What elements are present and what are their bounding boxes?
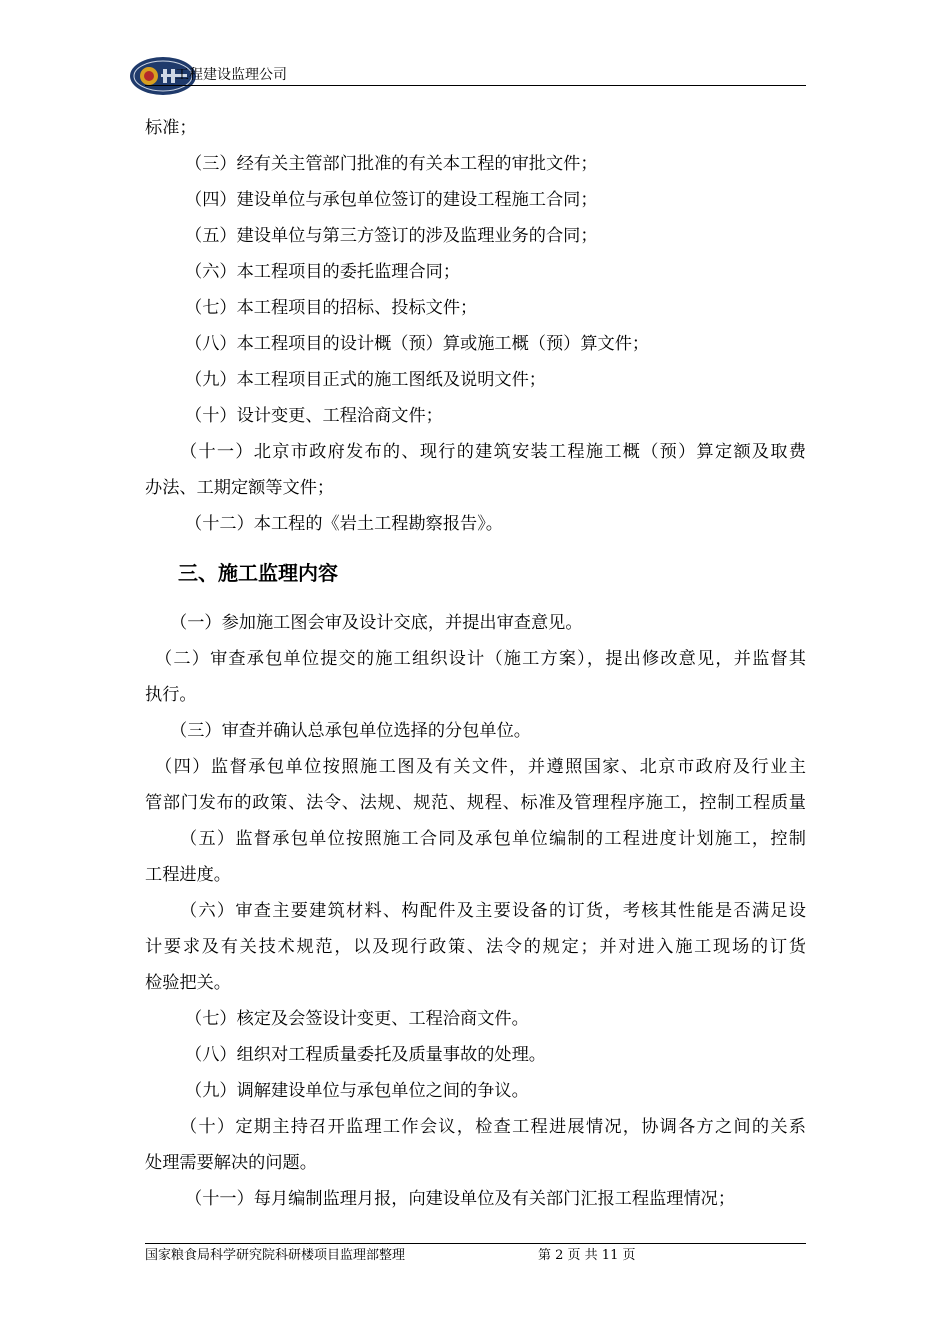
body-line: （八）本工程项目的设计概（预）算或施工概（预）算文件； [185,334,650,354]
header-divider [145,85,806,86]
section-line: （四）监督承包单位按照施工图及有关文件，并遵照国家、北京市政府及行业主 [155,757,806,777]
company-name: 工程建设监理公司 [175,67,287,83]
section-line: 计要求及有关技术规范，以及现行政策、法令的规定；并对进入施工现场的订货 [145,937,806,957]
body-line: （十一）北京市政府发布的、现行的建筑安装工程施工概（预）算定额及取费 [180,442,806,462]
section-line: （六）审查主要建筑材料、构配件及主要设备的订货，考核其性能是否满足设 [180,901,806,921]
section-line: （一）参加施工图会审及设计交底，并提出审查意见。 [170,613,583,633]
body-line: （九）本工程项目正式的施工图纸及说明文件； [185,370,546,390]
body-line: （七）本工程项目的招标、投标文件； [185,298,478,318]
section-line: （七）核定及会签设计变更、工程洽商文件。 [185,1009,529,1029]
section-line: （五）监督承包单位按照施工合同及承包单位编制的工程进度计划施工，控制 [180,829,806,849]
footer-page-number: 第 2 页 共 11 页 [538,1248,636,1263]
section-line: （十）定期主持召开监理工作会议，检查工程进展情况，协调各方之间的关系 [180,1117,806,1137]
body-line: 标准； [145,118,197,138]
section-line: （八）组织对工程质量委托及质量事故的处理。 [185,1045,546,1065]
body-line: （四）建设单位与承包单位签订的建设工程施工合同； [185,190,598,210]
section-line: （二）审查承包单位提交的施工组织设计（施工方案），提出修改意见，并监督其 [155,649,806,669]
body-line: （十）设计变更、工程洽商文件； [185,406,443,426]
body-line: （六）本工程项目的委托监理合同； [185,262,461,282]
body-line: （三）经有关主管部门批准的有关本工程的审批文件； [185,154,598,174]
section-heading: 三、施工监理内容 [178,561,338,585]
section-line: （三）审查并确认总承包单位选择的分包单位。 [170,721,531,741]
body-line: （五）建设单位与第三方签订的涉及监理业务的合同； [185,226,598,246]
section-line: 执行。 [145,685,197,705]
section-line: 工程进度。 [145,865,231,885]
footer-divider [145,1243,806,1244]
section-line: 处理需要解决的问题。 [145,1153,317,1173]
footer-project-name: 国家粮食局科学研究院科研楼项目监理部整理 [145,1248,406,1263]
section-line: 检验把关。 [145,973,231,993]
section-line: （九）调解建设单位与承包单位之间的争议。 [185,1081,529,1101]
body-line: （十二）本工程的《岩土工程勘察报告》。 [185,514,503,534]
section-line: （十一）每月编制监理月报，向建设单位及有关部门汇报工程监理情况； [185,1189,736,1209]
section-line: 管部门发布的政策、法令、法规、规范、规程、标准及管理程序施工，控制工程质量 [145,793,806,813]
body-line: 办法、工期定额等文件； [145,478,335,498]
